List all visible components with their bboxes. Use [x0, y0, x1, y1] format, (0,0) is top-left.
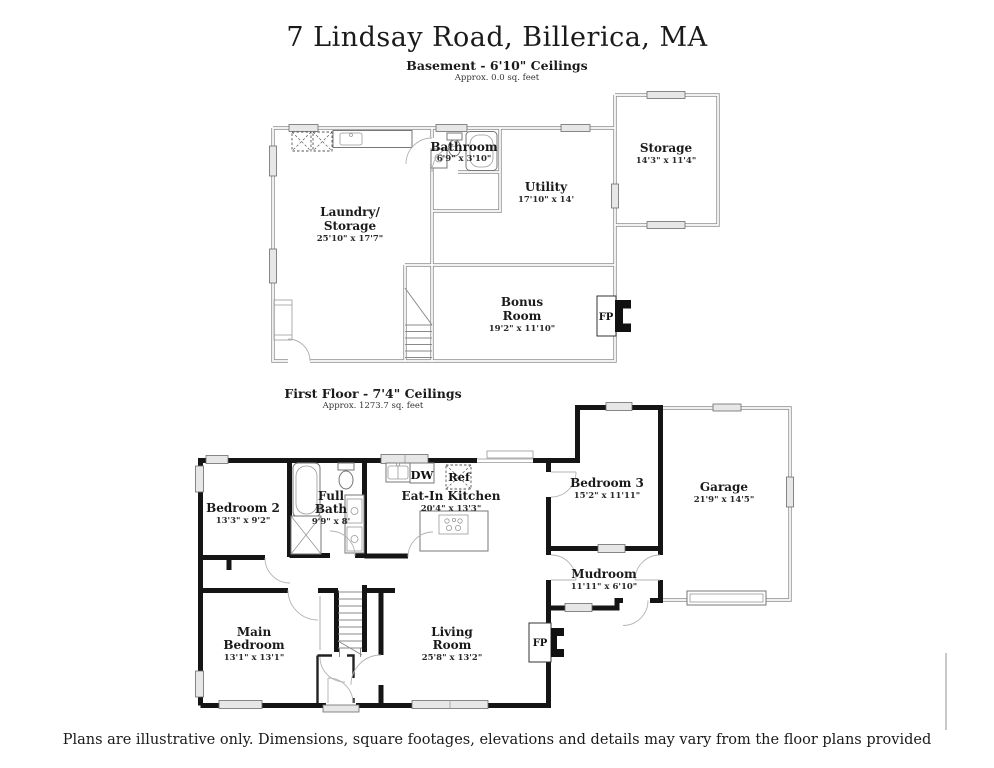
full-bath-label: Full: [317, 489, 345, 503]
kitchen-label: Eat-In Kitchen: [401, 489, 501, 503]
basement-bathroom-label: Bathroom: [430, 140, 498, 154]
basement-stairs-icon: [405, 288, 432, 358]
mudroom-dims: 11'11" x 6'10": [570, 582, 638, 592]
kitchen-island-stove-icon: [420, 511, 488, 551]
full-bath-label2: Bath: [314, 502, 348, 516]
living-room-label2: Room: [432, 638, 472, 652]
living-fireplace-icon: [529, 623, 564, 662]
bedroom3-label: Bedroom 3: [570, 476, 644, 490]
kitchen-dims: 20'4" x 13'3": [420, 504, 482, 514]
first-floor-heading: First Floor - 7'4" Ceilings: [284, 386, 462, 401]
disclaimer-text: Plans are illustrative only. Dimensions, square footages, elevations and details may vary from the floor plans provided: [62, 732, 932, 748]
first-floor-windows: [196, 403, 794, 709]
first-floor-plan: [196, 403, 794, 713]
garage-door-icon: [687, 591, 766, 605]
laundry-label: Laundry/: [320, 205, 380, 219]
basement-area: Approx. 0.0 sq. feet: [454, 73, 540, 83]
basement-bathroom-dims: 6'9" x 3'10": [436, 154, 492, 164]
kitchen-sink-icon: [386, 463, 410, 482]
basement-shelf-icon: [274, 300, 292, 340]
basement-windows: [270, 92, 686, 284]
living-room-dims: 25'8" x 13'2": [421, 653, 483, 663]
washer-icon: [292, 132, 311, 151]
bedroom2-dims: 13'3" x 9'2": [215, 516, 271, 526]
refrigerator-icon: [446, 465, 471, 489]
first-floor-area: Approx. 1273.7 sq. feet: [322, 401, 424, 411]
storage-label: Storage: [639, 141, 693, 155]
bonus-room-label2: Room: [502, 309, 542, 323]
laundry-counter-sink-icon: [333, 131, 412, 148]
bonus-room-label: Bonus: [500, 295, 544, 309]
full-bath-dims: 9'9" x 8': [311, 517, 351, 527]
basement-plan: [270, 92, 719, 362]
main-bedroom-dims: 13'1" x 13'1": [223, 653, 285, 663]
bath-toilet-icon: [338, 463, 354, 489]
front-door-sill: [323, 705, 359, 712]
first-floor-stairs-icon: [320, 592, 362, 657]
basement-heading: Basement - 6'10" Ceilings: [406, 58, 588, 73]
basement-fireplace-label: FP: [598, 312, 614, 323]
main-bedroom-label2: Bedroom: [223, 638, 285, 652]
mudroom-label: Mudroom: [571, 567, 637, 581]
dryer-icon: [313, 132, 332, 151]
living-room-label: Living: [431, 625, 473, 639]
dishwasher-label: DW: [410, 468, 434, 482]
garage-label: Garage: [699, 480, 749, 494]
bonus-room-dims: 19'2" x 11'10": [488, 324, 556, 334]
garage-dims: 21'9" x 14'5": [693, 495, 755, 505]
storage-dims: 14'3" x 11'4": [635, 156, 697, 166]
laundry-dims: 25'10" x 17'7": [316, 234, 384, 244]
living-fireplace-label: FP: [532, 638, 548, 649]
dishwasher-icon: [410, 463, 435, 483]
laundry-label2: Storage: [323, 219, 377, 233]
kitchen-patio-opening: [477, 451, 533, 463]
page-title: 7 Lindsay Road, Billerica, MA: [286, 22, 708, 53]
basement-fireplace-icon: [597, 296, 631, 336]
refrigerator-label: Ref: [448, 470, 470, 484]
main-bedroom-label: Main: [236, 625, 272, 639]
utility-dims: 17'10" x 14': [517, 195, 575, 205]
bedroom3-dims: 15'2" x 11'11": [573, 491, 641, 501]
bedroom2-label: Bedroom 2: [206, 501, 280, 515]
utility-label: Utility: [524, 180, 568, 194]
basement-labels: [317, 140, 697, 334]
